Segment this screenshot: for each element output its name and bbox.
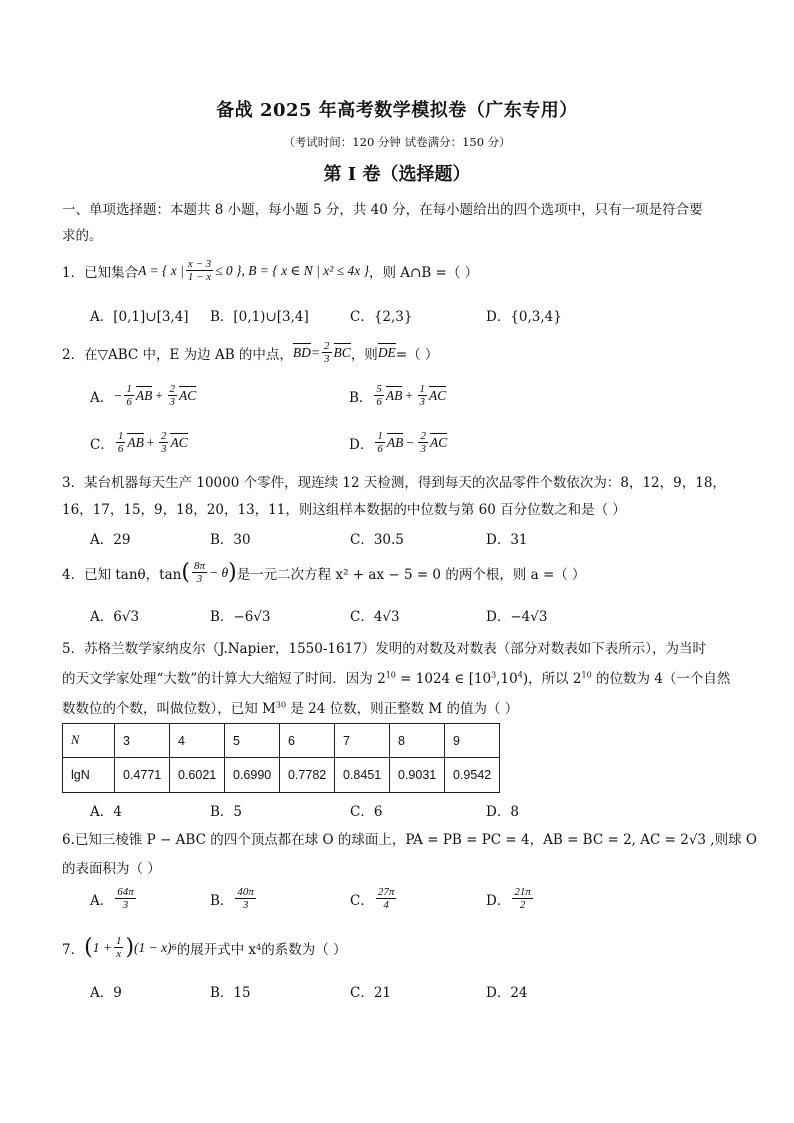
q2-option-a-sign2: + bbox=[154, 387, 164, 403]
q2-vec-de: DE bbox=[377, 344, 396, 360]
table-cell: 7 bbox=[335, 724, 390, 758]
q5-option-c: C．6 bbox=[350, 804, 383, 820]
q2-option-a-frac2 bbox=[168, 383, 178, 408]
q4-option-d: D．−4√3 bbox=[486, 609, 548, 625]
question-6-line-1: 6.已知三棱锥 P − ABC 的四个顶点都在球 O 的球面上，PA = PB = PC = 4，AB = BC = 2, AC = 2√3 ,则球 O bbox=[62, 832, 757, 848]
instruction-line-2: 求的。 bbox=[62, 228, 103, 244]
question-1-stem bbox=[62, 258, 478, 283]
q2-option-b-frac1 bbox=[374, 383, 384, 408]
q2-option-d bbox=[349, 430, 447, 455]
q2-option-c-frac2 bbox=[159, 430, 169, 455]
q2-d-f1n: 1 bbox=[377, 430, 383, 442]
q7-x-exp: 4 bbox=[256, 943, 262, 952]
table-cell: 0.9031 bbox=[390, 758, 445, 793]
q2-option-b-vec1: AB bbox=[385, 387, 403, 403]
q2-option-c-vec1: AB bbox=[127, 434, 144, 450]
q6-c-label: C． bbox=[350, 892, 374, 909]
q6-b-den: 3 bbox=[242, 899, 249, 911]
q2-c-f1d: 6 bbox=[117, 443, 124, 455]
q2-d-f1d: 6 bbox=[377, 443, 383, 455]
q5-l2c: ,10 bbox=[496, 671, 518, 687]
table-cell: 0.6021 bbox=[170, 758, 225, 793]
q2-stem-g: =（ ） bbox=[395, 346, 439, 363]
q2-option-c bbox=[90, 430, 188, 455]
table-cell: 4 bbox=[170, 724, 225, 758]
q2-option-a-frac1 bbox=[124, 383, 134, 408]
q7-fraction bbox=[114, 935, 124, 960]
q6-option-b bbox=[210, 886, 258, 911]
question-4-stem bbox=[62, 560, 586, 585]
q2-stem-frac-den: 3 bbox=[324, 353, 330, 365]
q7-option-b: B．15 bbox=[210, 985, 251, 1001]
q2-b-f2d: 3 bbox=[419, 396, 426, 408]
q2-option-c-frac1 bbox=[116, 430, 126, 455]
q3-option-c: C．30.5 bbox=[350, 532, 404, 548]
q5-l2a: 的天文学家处理“大数”的计算大大缩短了时间．因为 2 bbox=[62, 671, 386, 687]
q2-option-d-label: D． bbox=[349, 436, 374, 453]
q6-option-c bbox=[350, 886, 398, 911]
q7-text-e: 的系数为（ ） bbox=[261, 941, 347, 958]
q2-d-f2d: 3 bbox=[420, 443, 426, 455]
q4-text-b: − θ bbox=[208, 564, 229, 580]
question-5-line-3 bbox=[62, 697, 518, 717]
q2-b-f1n: 5 bbox=[376, 383, 382, 395]
q1-option-d: D．{0,3,4} bbox=[486, 309, 562, 325]
q1-set-a: A = { x | bbox=[138, 262, 184, 278]
q2-option-a-sign1: − bbox=[113, 387, 123, 403]
q4-option-a: A．6√3 bbox=[90, 609, 140, 625]
q1-prefix: 1．已知集合 bbox=[62, 264, 139, 281]
q2-option-a-label: A． bbox=[90, 389, 114, 406]
q2-option-a-vec2: AC bbox=[179, 387, 197, 403]
q7-text-d: 的展开式中 x bbox=[176, 941, 257, 958]
q2-a-f1d: 6 bbox=[126, 396, 132, 408]
q7-option-c: C．21 bbox=[350, 985, 392, 1001]
q5-l3a: 数数位的个数，叫做位数），已知 M bbox=[62, 701, 276, 717]
q7-binom-exp: 6 bbox=[171, 943, 177, 952]
q7-num: 7． bbox=[62, 941, 85, 958]
table-cell: 3 bbox=[115, 724, 170, 758]
q7-paren-close: ) bbox=[125, 935, 135, 960]
q5-l2-sup4: 10 bbox=[581, 670, 592, 680]
q6-c-den: 4 bbox=[383, 899, 389, 911]
q5-option-b: B．5 bbox=[210, 804, 243, 820]
q6-d-frac bbox=[512, 886, 533, 911]
table-cell: 6 bbox=[280, 724, 335, 758]
q4-text-c: 是一元二次方程 x² + ax − 5 = 0 的两个根，则 a =（ ） bbox=[236, 566, 586, 583]
q2-vec-bd: BD bbox=[292, 344, 311, 360]
table-cell: 0.8451 bbox=[335, 758, 390, 793]
q2-c-f2d: 3 bbox=[160, 443, 167, 455]
q1-option-c: C．{2,3} bbox=[350, 309, 413, 325]
q7-paren-open: ( bbox=[84, 935, 93, 960]
q4-paren-close: ) bbox=[228, 560, 237, 585]
q6-option-a bbox=[90, 886, 138, 911]
q7-frac-den: x bbox=[116, 948, 122, 960]
q5-l2-sup1: 10 bbox=[385, 670, 396, 680]
q2-vec-bc: BC bbox=[333, 344, 351, 360]
table-cell: 0.9542 bbox=[445, 758, 500, 793]
q1-fraction bbox=[186, 258, 213, 283]
q4-text-a: 4．已知 tanθ，tan bbox=[62, 566, 182, 583]
q2-eq: = bbox=[310, 344, 321, 360]
instruction-line-1: 一、单项选择题：本题共 8 小题，每小题 5 分，共 40 分，在每小题给出的四个选项中，只有一项是符合要 bbox=[62, 202, 703, 218]
table-cell: 8 bbox=[390, 724, 445, 758]
question-3-line-1: 3．某台机器每天生产 10000 个零件，现连续 12 天检测，得到每天的次品零件个数依次为：8，12，9，18， bbox=[62, 475, 726, 491]
log-table-row-n bbox=[63, 724, 500, 758]
q2-stem-frac-num: 2 bbox=[324, 340, 330, 352]
q6-a-num: 64π bbox=[117, 886, 134, 898]
q6-c-num: 27π bbox=[377, 886, 395, 898]
q2-stem-frac bbox=[322, 340, 332, 365]
q2-option-d-sign2: − bbox=[405, 434, 415, 450]
q3-option-d: D．31 bbox=[486, 532, 528, 548]
q5-l2e: 的位数为 4（一个自然 bbox=[591, 671, 731, 687]
q2-option-b bbox=[349, 383, 446, 408]
q2-stem-a: 2．在▽ABC 中，E 为边 AB 的中点， bbox=[62, 346, 293, 363]
table-cell: 5 bbox=[225, 724, 280, 758]
question-5-line-2 bbox=[62, 667, 730, 687]
q1-set-a-tail: ≤ 0 } bbox=[215, 262, 242, 278]
q7-binom: (1 − x) bbox=[134, 939, 172, 955]
q4-frac-num: 8π bbox=[193, 560, 205, 572]
q5-l3-sup: 30 bbox=[275, 700, 287, 710]
q2-option-c-label: C． bbox=[90, 436, 114, 453]
q2-a-f2n: 2 bbox=[169, 383, 175, 395]
q2-option-d-vec2: AC bbox=[429, 434, 448, 450]
q5-l2b: = 1024 ∈ [10 bbox=[395, 671, 492, 687]
q2-option-a-vec1: AB bbox=[135, 387, 153, 403]
q2-option-c-vec2: AC bbox=[170, 434, 188, 450]
q5-option-d: D．8 bbox=[486, 804, 519, 820]
log-table-row-lgn bbox=[63, 758, 500, 793]
q2-option-a bbox=[90, 383, 196, 408]
q6-d-den: 2 bbox=[519, 899, 526, 911]
q4-fraction bbox=[192, 560, 207, 585]
table-cell: 0.6990 bbox=[225, 758, 280, 793]
q5-l3b: 是 24 位数，则正整数 M 的值为（ ） bbox=[286, 701, 519, 717]
q2-option-b-vec2: AC bbox=[429, 387, 447, 403]
q6-a-den: 3 bbox=[122, 899, 129, 911]
q6-b-num: 40π bbox=[237, 886, 254, 898]
q2-option-c-sign2: + bbox=[145, 434, 155, 450]
table-cell: 0.4771 bbox=[115, 758, 170, 793]
q4-frac-den: 3 bbox=[196, 573, 203, 585]
q7-option-d: D．24 bbox=[486, 985, 528, 1001]
q6-b-label: B． bbox=[210, 892, 234, 909]
q2-a-f2d: 3 bbox=[169, 396, 175, 408]
q6-b-frac bbox=[235, 886, 256, 911]
q5-option-a: A．4 bbox=[90, 804, 122, 820]
log-table bbox=[62, 723, 500, 793]
q6-d-num: 21π bbox=[514, 886, 531, 898]
question-3-line-2: 16，17，15，9，18，20，13，11，则这组样本数据的中位数与第 60 百分位数之和是（ ） bbox=[62, 502, 626, 518]
q1-ask: ，则 A∩B =（ ） bbox=[368, 264, 479, 281]
table-cell: 0.7782 bbox=[280, 758, 335, 793]
q2-option-d-frac2 bbox=[418, 430, 428, 455]
q1-option-b: B．[0,1)∪[3,4] bbox=[210, 309, 309, 325]
exam-title: 备战 2025 年高考数学模拟卷（广东专用） bbox=[216, 100, 578, 121]
q6-option-d bbox=[486, 886, 535, 911]
q2-c-f2n: 2 bbox=[160, 430, 167, 442]
q4-option-c: C．4√3 bbox=[350, 609, 400, 625]
table-cell: 9 bbox=[445, 724, 500, 758]
q2-option-b-frac2 bbox=[418, 383, 428, 408]
q2-b-f1d: 6 bbox=[376, 396, 382, 408]
question-6-line-2: 的表面积为（ ） bbox=[62, 861, 161, 877]
q1-frac-num: x − 3 bbox=[187, 258, 212, 270]
question-5-line-1: 5．苏格兰数学家纳皮尔（J.Napier，1550-1617）发明的对数及对数表（部分对数表如下表所示），为当时 bbox=[62, 641, 707, 657]
q5-l2-sup2: 3 bbox=[491, 670, 497, 680]
exam-subtitle: （考试时间：120 分钟 试卷满分：150 分） bbox=[283, 135, 511, 149]
q6-a-frac bbox=[115, 886, 136, 911]
q2-b-f2n: 1 bbox=[419, 383, 426, 395]
q2-a-f1n: 1 bbox=[126, 383, 132, 395]
q2-d-f2n: 2 bbox=[420, 430, 426, 442]
q6-d-label: D． bbox=[486, 892, 511, 909]
section-heading: 第 I 卷（选择题） bbox=[323, 164, 471, 185]
q2-option-b-label: B． bbox=[349, 389, 373, 406]
q6-c-frac bbox=[376, 886, 397, 911]
question-2-stem bbox=[62, 340, 438, 365]
q7-frac-num: 1 bbox=[115, 935, 122, 947]
table-cell: lgN bbox=[63, 758, 115, 793]
table-cell: N bbox=[63, 724, 115, 758]
q3-option-a: A．29 bbox=[90, 532, 131, 548]
question-7-stem bbox=[62, 935, 347, 960]
q2-option-b-sign2: + bbox=[404, 387, 414, 403]
q1-option-a: A．[0,1]∪[3,4] bbox=[90, 309, 189, 325]
q4-paren-open: ( bbox=[181, 560, 190, 585]
q3-option-b: B．30 bbox=[210, 532, 251, 548]
q2-option-d-frac1 bbox=[375, 430, 385, 455]
q1-set-b: , B = { x ∈ N | x² ≤ 4x } bbox=[241, 262, 369, 278]
q5-l2-sup3: 4 bbox=[517, 670, 523, 680]
q2-stem-e: ，则 bbox=[350, 346, 378, 363]
q7-option-a: A．9 bbox=[90, 985, 122, 1001]
q1-frac-den: 1 − x bbox=[187, 271, 212, 283]
q7-one-plus: 1 + bbox=[92, 939, 112, 955]
q5-l2d: )，所以 2 bbox=[522, 671, 582, 687]
q2-option-d-vec1: AB bbox=[386, 434, 404, 450]
q2-c-f1n: 1 bbox=[117, 430, 124, 442]
q4-option-b: B．−6√3 bbox=[210, 609, 271, 625]
q6-a-label: A． bbox=[90, 892, 114, 909]
